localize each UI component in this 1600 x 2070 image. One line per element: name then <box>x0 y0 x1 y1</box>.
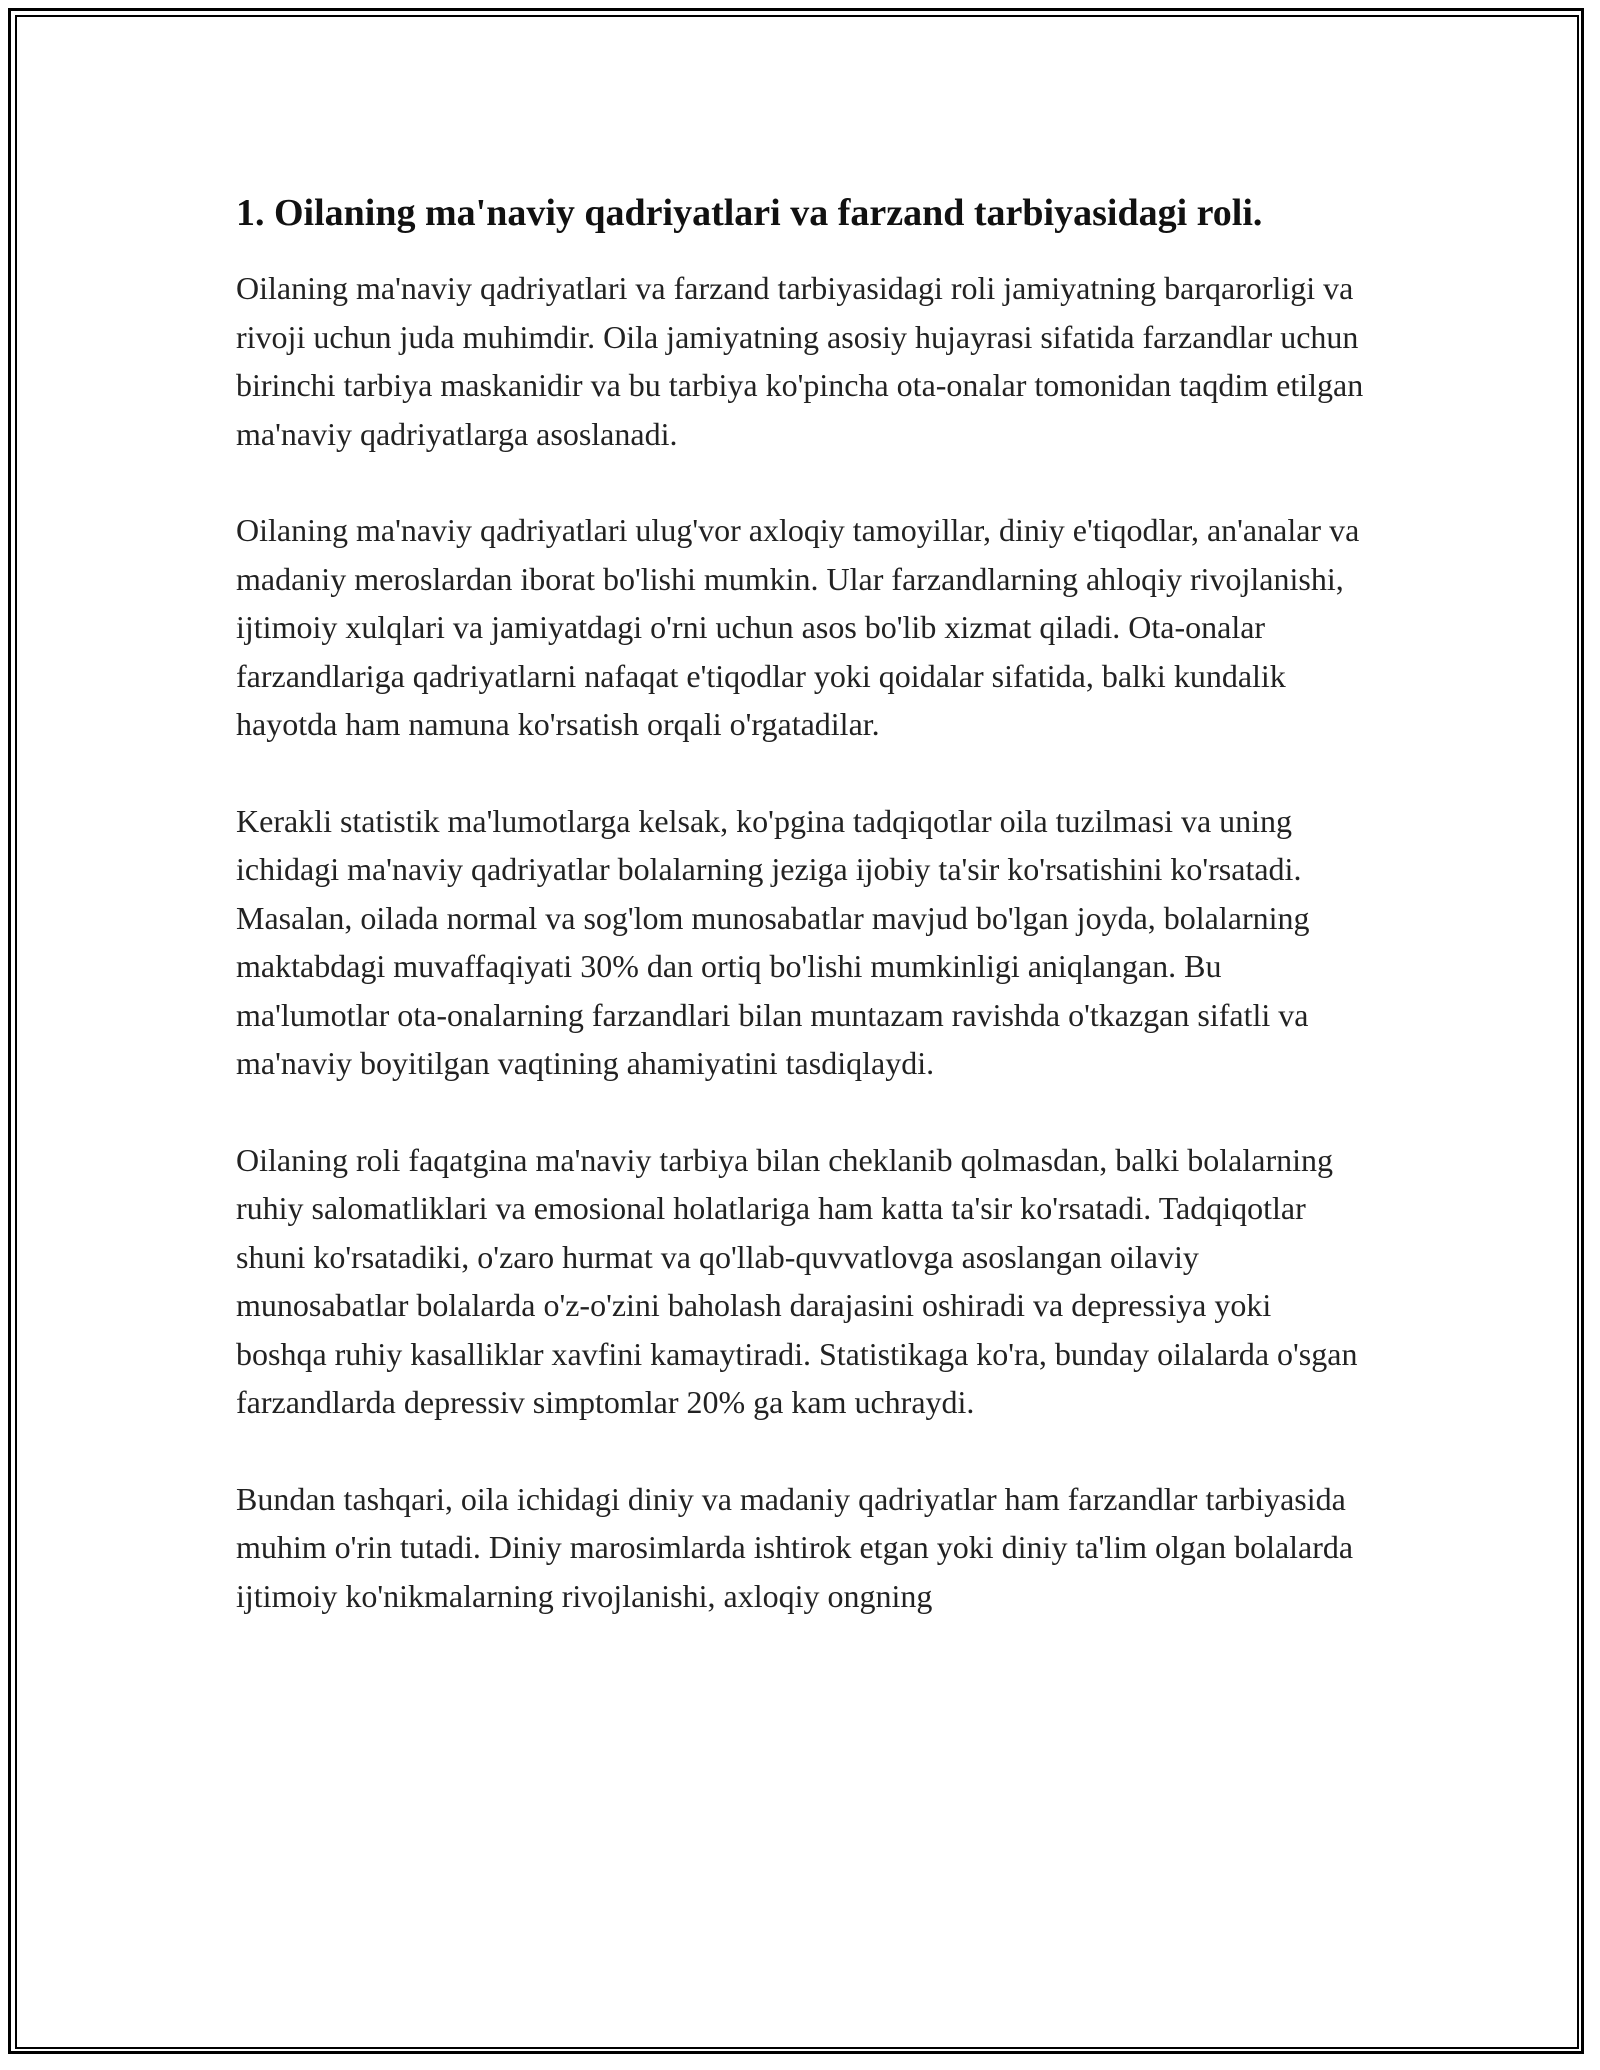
paragraph: Bundan tashqari, oila ichidagi diniy va madaniy qadriyatlar ham farzandlar tarbiyasida muhim o'rin tutadi. Diniy marosimlarda ishtirok etgan yoki diniy ta'lim olgan bolalarda ijtimoiy ko'nikmalarning rivojlanishi, axloqiy ongning <box>236 1480 1354 1614</box>
paragraph: Oilaning ma'naviy qadriyatlari va farzand tarbiyasidagi roli jamiyatning barqarorligi va rivoji uchun juda muhimdir. Oila jamiyatning asosiy hujayrasi sifatida farzandlar uchun birinchi tarbiya maskanidir va bu tarbiya ko'pincha ota-onalar tomonidan taqdim etilgan ma'naviy qadriyatlarga asoslanadi. <box>236 270 1364 452</box>
section-heading: 1. Oilaning ma'naviy qadriyatlari va farzand tarbiyasidagi roli. <box>236 192 1263 234</box>
paragraph: Kerakli statistik ma'lumotlarga kelsak, ko'pgina tadqiqotlar oila tuzilmasi va uning ichidagi ma'naviy qadriyatlar bolalarning jeziga ijobiy ta'sir ko'rsatishini ko'rsatadi. Masalan, oilada normal va sog'lom munosabatlar mavjud bo'lgan joyda, bolalarning maktabdagi muvaffaqiyati 30% dan ortiq bo'lishi mumkinligi aniqlangan. Bu ma'lumotlar ota-onalarning farzandlari bilan muntazam ravishda o'tkazgan sifatli va ma'naviy boyitilgan vaqtining ahamiyatini tasdiqlaydi. <box>236 802 1310 1081</box>
paragraph: Oilaning roli faqatgina ma'naviy tarbiya bilan cheklanib qolmasdan, balki bolalarning ruhiy salomatliklari va emosional holatlariga ham katta ta'sir ko'rsatadi. Tadqiqotlar shuni ko'rsatadiki, o'zaro hurmat va qo'llab-quvvatlovga asoslangan oilaviy munosabatlar bolalarda o'z-o'zini baholash darajasini oshiradi va depressiya yoki boshqa ruhiy kasalliklar xavfini kamaytiradi. Statistikaga ko'ra, bunday oilalarda o'sgan farzandlarda depressiv simptomlar 20% ga kam uchraydi. <box>236 1141 1358 1420</box>
document-body <box>236 188 1366 1668</box>
paragraph: Oilaning ma'naviy qadriyatlari ulug'vor axloqiy tamoyillar, diniy e'tiqodlar, an'analar va madaniy meroslardan iborat bo'lishi mumkin. Ular farzandlarning ahloqiy rivojlanishi, ijtimoiy xulqlari va jamiyatdagi o'rni uchun asos bo'lib xizmat qiladi. Ota-onalar farzandlariga qadriyatlarni nafaqat e'tiqodlar yoki qoidalar sifatida, balki kundalik hayotda ham namuna ko'rsatish orqali o'rgatadilar. <box>236 512 1360 742</box>
